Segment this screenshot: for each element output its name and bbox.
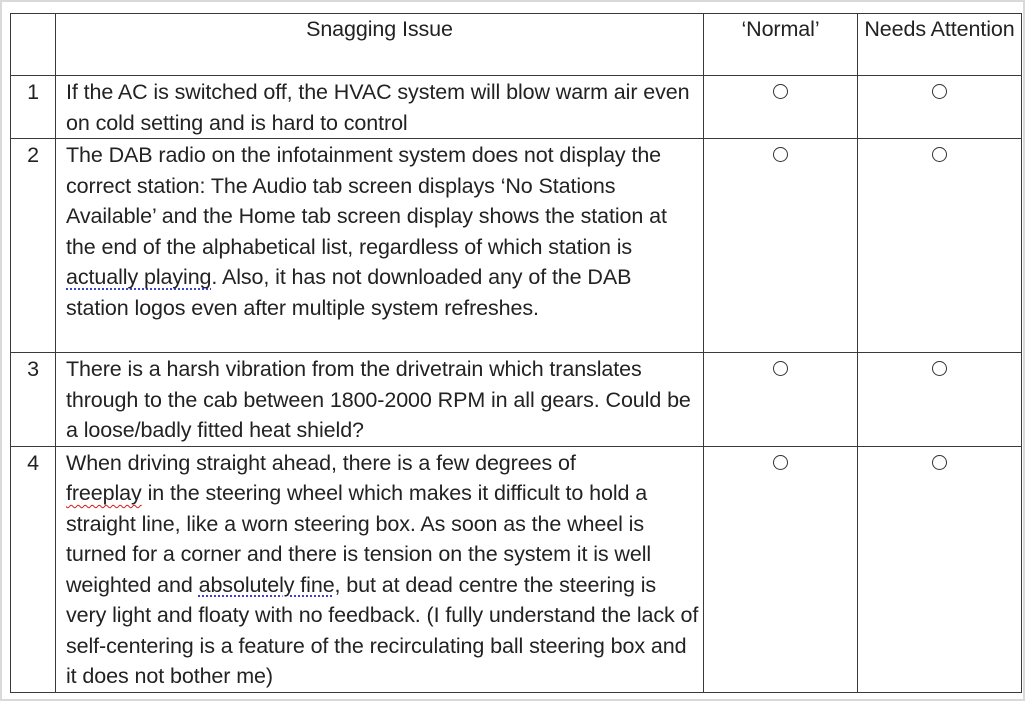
issue-text: There is a harsh vibration from the drivetrain which translates through to the cab between 1800-2000 RPM in all gears. Could be a loose/badly fitted heat shield? (56, 353, 704, 447)
needs-attention-option-cell (858, 76, 1022, 139)
issue-text-part: , but at dead centre the steering is very light and floaty with no feedback. (I fully understand the lack of self-centering is a feature of the recirculating ball steering box and it does not bother me) (66, 572, 699, 688)
issue-text-part: . Also, it has not downloaded any of the DAB station logos even after multiple system refreshes. (66, 265, 632, 320)
normal-radio[interactable] (773, 361, 788, 376)
grammar-flagged-phrase[interactable]: actually playing (66, 265, 212, 289)
header-number (11, 14, 56, 76)
needs-attention-option-cell (858, 139, 1022, 353)
spelling-flagged-word[interactable]: freeplay (66, 481, 142, 505)
snagging-table (10, 13, 1022, 693)
grammar-flagged-phrase[interactable]: absolutely fine (198, 572, 335, 597)
normal-radio[interactable] (773, 84, 788, 99)
issue-text-part: When driving straight ahead, there is a few degrees of (66, 450, 576, 475)
table-row (11, 139, 1022, 353)
row-number: 2 (11, 139, 56, 353)
issue-text (56, 446, 704, 692)
row-number: 4 (11, 446, 56, 692)
table-row (11, 76, 1022, 139)
table-header-row (11, 14, 1022, 76)
needs-attention-option-cell (858, 353, 1022, 447)
table-row (11, 446, 1022, 692)
row-number: 1 (11, 76, 56, 139)
needs-attention-radio[interactable] (932, 147, 947, 162)
row-number: 3 (11, 353, 56, 447)
needs-attention-radio[interactable] (932, 84, 947, 99)
issue-text (56, 139, 704, 353)
issue-text: If the AC is switched off, the HVAC system will blow warm air even on cold setting and is hard to control (56, 76, 704, 139)
normal-option-cell (704, 76, 858, 139)
normal-option-cell (704, 353, 858, 447)
normal-radio[interactable] (773, 455, 788, 470)
issue-text-part: in the steering wheel which makes it difficult to hold a straight line, like a worn steering box. As soon as the wheel is turned for a corner and there is tension on the system it is well weighted and (66, 481, 652, 597)
header-needs-attention: Needs Attention (858, 14, 1022, 76)
table-row (11, 353, 1022, 447)
header-snagging-issue: Snagging Issue (56, 14, 704, 76)
needs-attention-radio[interactable] (932, 361, 947, 376)
normal-option-cell (704, 446, 858, 692)
needs-attention-option-cell (858, 446, 1022, 692)
issue-text-part: The DAB radio on the infotainment system does not display the correct station: The Audio tab screen displays ‘No Stations Available’ and the Home tab screen display shows the station at the end of the alphabetical list, regardless of which station is (66, 143, 667, 259)
header-normal: ‘Normal’ (704, 14, 858, 76)
needs-attention-radio[interactable] (932, 455, 947, 470)
normal-option-cell (704, 139, 858, 353)
normal-radio[interactable] (773, 147, 788, 162)
